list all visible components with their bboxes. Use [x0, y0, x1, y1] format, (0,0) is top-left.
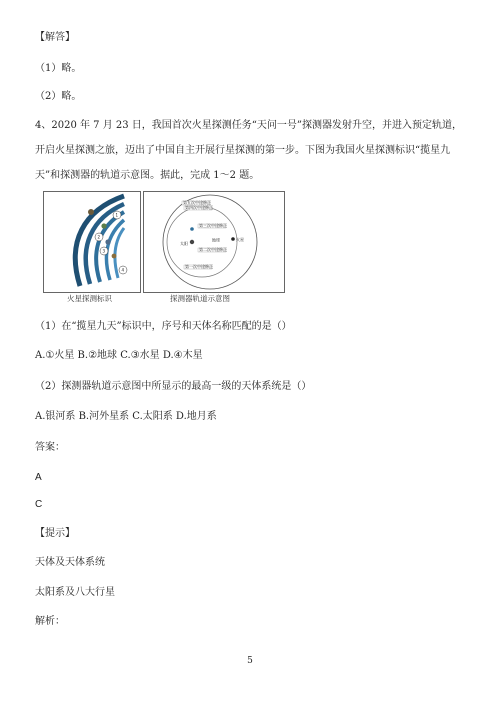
sub-question-2-options: A.银河系 B.河外星系 C.太阳系 D.地月系 — [35, 411, 217, 422]
logo-mark-3-label: 3 — [102, 248, 106, 254]
answer-2: C — [35, 499, 43, 510]
logo-mark-2-label: 2 — [97, 234, 101, 240]
label-orbit-3: 第三次中途修正 — [199, 223, 227, 229]
label-orbit-2: 第二次中途修正 — [199, 247, 227, 253]
logo-mark-4-label: 4 — [121, 267, 125, 273]
answer-header: 【解答】 — [35, 32, 75, 43]
logo-planet-2 — [101, 223, 106, 228]
label-sun: 太阳 — [180, 241, 188, 246]
sun-icon — [190, 240, 194, 244]
orbit-diagram-panel — [143, 191, 285, 293]
analysis-label: 解析： — [35, 616, 65, 627]
logo-planet-4 — [112, 254, 117, 259]
logo-planet-1 — [88, 209, 94, 215]
answers-label: 答案： — [35, 442, 65, 453]
right-figure-caption: 探测器轨道示意图 — [170, 294, 230, 303]
answer-item-1: （1）略。 — [35, 63, 82, 74]
answer-1: A — [35, 472, 42, 483]
sub-question-1-options: A.①火星 B.②地球 C.③水星 D.④木星 — [35, 350, 203, 361]
label-mars: 火星 — [236, 237, 244, 242]
logo-planet-3 — [105, 239, 110, 244]
mars-icon — [231, 237, 235, 241]
label-orbit-1: 第一次中途修正 — [185, 264, 213, 270]
hint-2: 太阳系及八大行星 — [35, 587, 115, 598]
mars-logo-panel — [43, 191, 141, 293]
question-4-stem: 4、2020 年 7 月 23 日，我国首次火星探测任务“天问一号”探测器发射升空，并进入预定轨道，开启火星探测之旅，迈出了中国自主开展行星探测的第一步。下图为我国火星探测标识“揽星九天”和探测器的轨道示意图。据此，完成 1～2 题。 — [35, 120, 463, 181]
left-figure-caption: 火星探测标识 — [67, 294, 112, 303]
earth-icon — [190, 227, 194, 231]
label-orbit-5: 第五次中途修正 — [183, 200, 211, 206]
label-orbit-4: 第四次中途修正 — [185, 205, 213, 211]
hint-header: 【提示】 — [35, 528, 75, 539]
question-figure — [43, 191, 283, 307]
logo-mark-1-label: 1 — [115, 212, 119, 218]
sub-question-2-prompt: （2）探测器轨道示意图中所显示的最高一级的天体系统是（） — [35, 381, 312, 392]
mars-logo-graphic — [44, 192, 140, 292]
hint-1: 天体及天体系统 — [35, 557, 105, 568]
page-number: 5 — [247, 656, 253, 666]
sub-question-1-prompt: （1）在“揽星九天”标识中，序号和天体名称匹配的是（） — [35, 321, 292, 332]
answer-item-2: （2）略。 — [35, 91, 82, 102]
label-earth: 地球 — [212, 237, 220, 243]
orbit-diagram-graphic — [144, 192, 284, 292]
